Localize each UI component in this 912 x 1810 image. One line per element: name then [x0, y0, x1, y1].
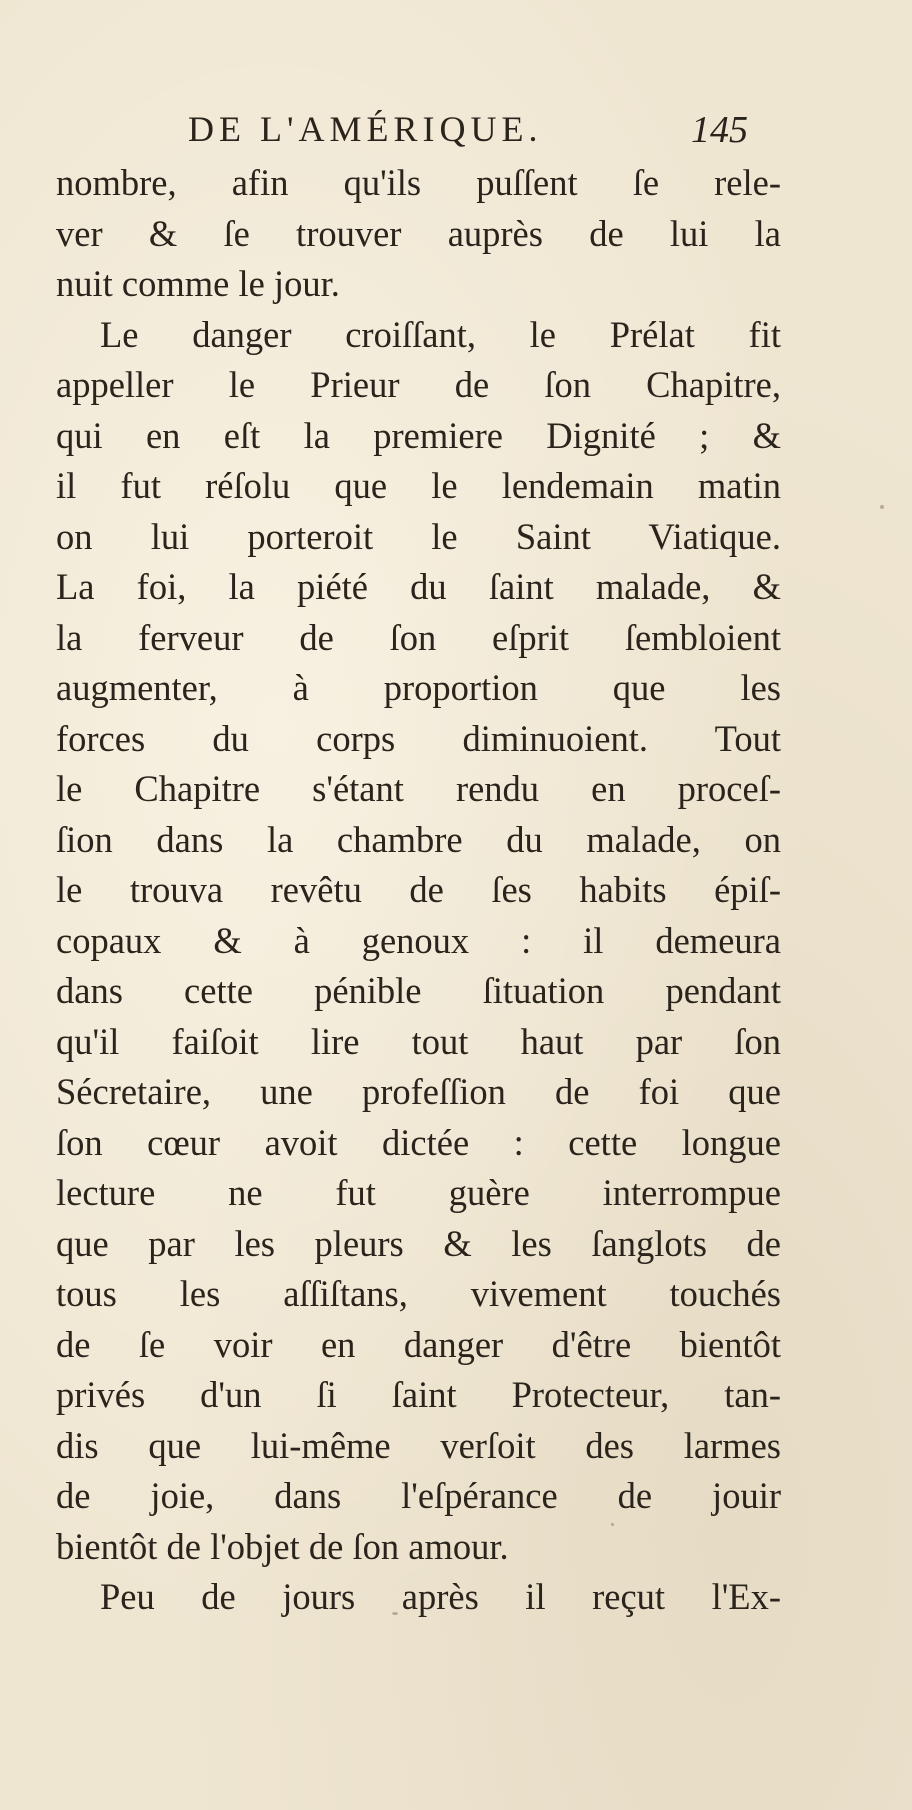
text-line: le Chapitre s'étant rendu en proceſ- [56, 768, 781, 809]
text-line: il fut réſolu que le lendemain matin [56, 465, 781, 506]
text-line: qu'il faiſoit lire tout haut par ſon [56, 1020, 781, 1062]
paper-speck [611, 1523, 614, 1526]
text-line: dis que lui-même verſoit des larmes [56, 1424, 781, 1466]
text-line: forces du corps diminuoient. Tout [56, 717, 781, 759]
paper-speck [880, 505, 884, 509]
text-line: tous les aſſiſtans, vivement touchés [56, 1273, 781, 1314]
text-line: on lui porteroit le Saint Viatique. [56, 515, 781, 557]
text-line: Le danger croiſſant, le Prélat fit [100, 313, 781, 355]
text-line: le trouva revêtu de ſes habits épiſ- [56, 869, 781, 910]
text-line: Peu de jours après il reçut l'Ex- [100, 1576, 781, 1617]
text-line: Sécretaire, une profeſſion de foi que [56, 1071, 781, 1112]
text-line: La foi, la piété du ſaint malade, & [56, 566, 781, 607]
text-line: la ferveur de ſon eſprit ſembloient [56, 616, 781, 658]
text-line: ver & ſe trouver auprès de lui la [56, 212, 781, 254]
text-line: dans cette pénible ſituation pendant [56, 970, 781, 1011]
text-line: augmenter, à proportion que les [56, 667, 781, 708]
body-text [56, 158, 781, 1623]
text-line: appeller le Prieur de ſon Chapitre, [56, 364, 781, 405]
text-line: lecture ne fut guère interrompue [56, 1172, 781, 1213]
text-line: bientôt de l'objet de ſon amour. [56, 1525, 509, 1567]
text-line: ſion dans la chambre du malade, on [56, 818, 781, 860]
page-number: 145 [691, 109, 748, 151]
text-line: que par les pleurs & les ſanglots de [56, 1222, 781, 1264]
text-line: ſon cœur avoit dictée : cette longue [56, 1121, 781, 1163]
text-line: copaux & à genoux : il demeura [56, 919, 781, 961]
text-line: nuit comme le jour. [56, 263, 340, 304]
text-line: qui en eſt la premiere Dignité ; & [56, 414, 781, 456]
running-head: DE L'AMÉRIQUE. [188, 109, 543, 149]
text-line: de joie, dans l'eſpérance de jouir [56, 1475, 781, 1516]
text-line: de ſe voir en danger d'être bientôt [56, 1323, 781, 1365]
text-line: privés d'un ſi ſaint Protecteur, tan- [56, 1374, 781, 1415]
paper-speck [392, 1612, 398, 1615]
page-header [188, 108, 748, 154]
text-line: nombre, afin qu'ils puſſent ſe rele- [56, 162, 781, 203]
